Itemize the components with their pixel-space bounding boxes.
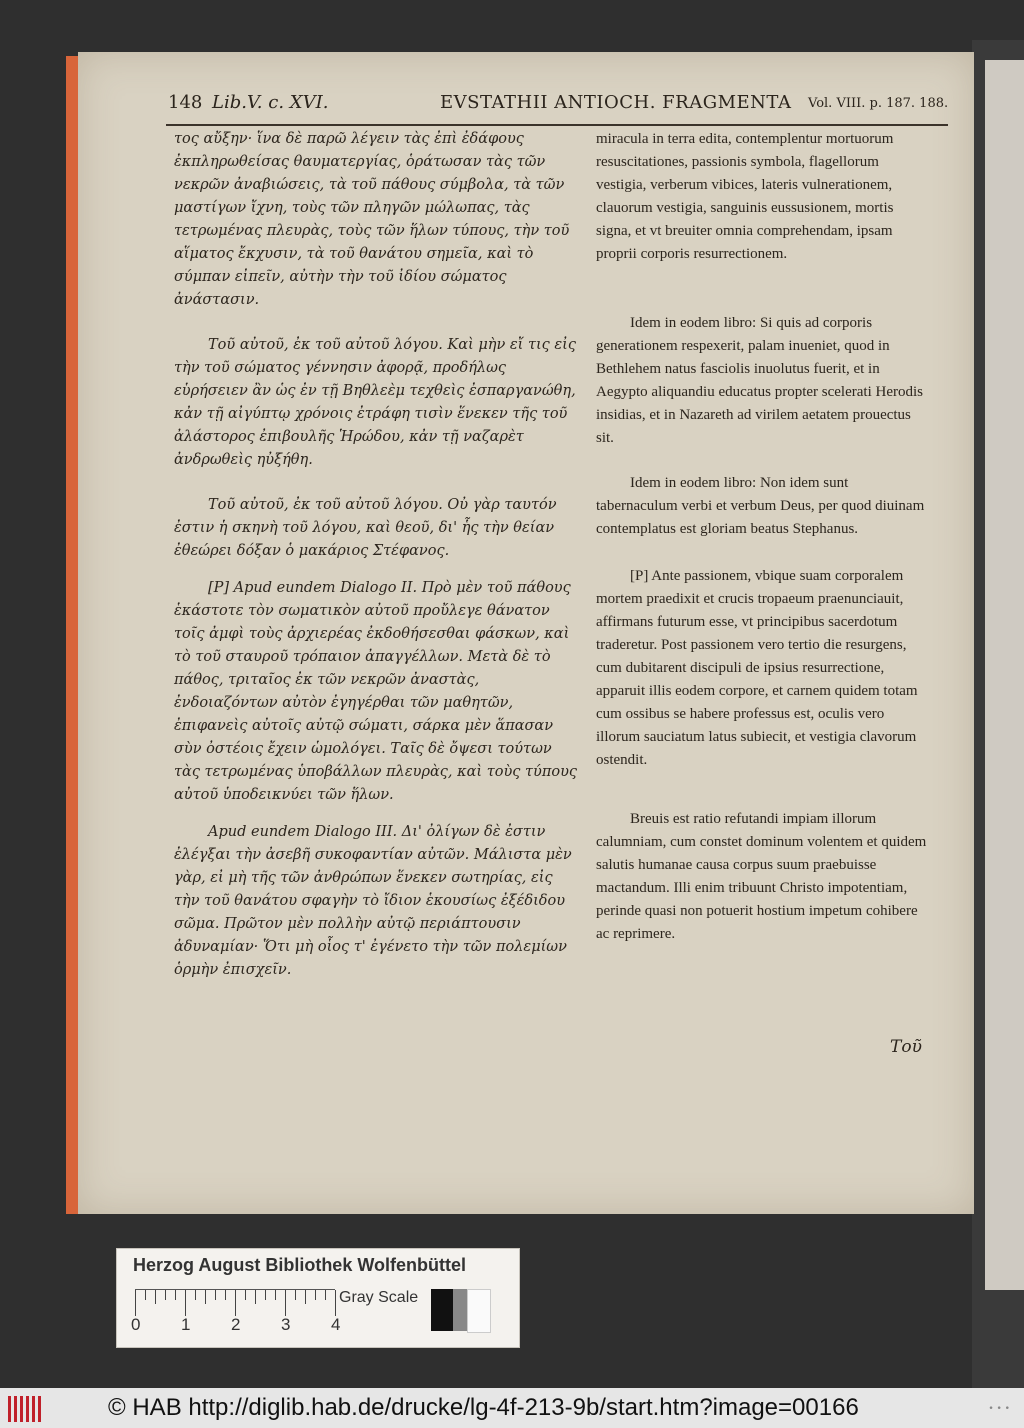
footer-bar (0, 1388, 1024, 1428)
facing-page-edge (985, 60, 1024, 1290)
header-rule (166, 124, 948, 126)
ruler-number-4: 4 (331, 1315, 341, 1334)
gray-scale-label: Gray Scale (339, 1289, 419, 1306)
running-title: EVSTATHII ANTIOCH. FRAGMENTA (440, 92, 792, 113)
hab-logo-icon (8, 1396, 44, 1422)
white-swatch (467, 1289, 491, 1333)
running-header (168, 92, 948, 122)
page-number: 148 (168, 92, 203, 113)
ruler-number-1: 1 (181, 1315, 191, 1334)
footer-dots-icon: • • • (988, 1404, 1010, 1414)
catchword: Τοῦ (890, 1037, 922, 1057)
latin-column (596, 128, 932, 946)
greek-column (174, 128, 578, 982)
latin-paragraph-2: Idem in eodem libro: Si quis ad corporis generationem respexerit, palam inueniet, quod in Bethlehem natus fasciolis inuolutus fuerit, et in Aegypto aliquandiu educatus propter scelerati Herodis insidias, et in Nazareth ad virilem aetatem prouectus sit. (596, 315, 923, 446)
book-reference: Lib.V. c. XVI. (212, 92, 329, 113)
latin-paragraph-4: [P] Ante passionem, vbique suam corporalem mortem praedixit et crucis tropaeum praenunciauit, affirmans futurum esse, vt principibus sacerdotum traderetur. Post passionem vero tertio die resurgens, cum dubitarent discipuli de ipsius resurrectione, apparuit illis eodem corpore, et carnem quidem totam cum ossibus se habere professus est, oculis vero illorum sauciatum latus subiecit, et vestigia clavorum ostendit. (596, 568, 918, 768)
institution-name: Herzog August Bibliothek Wolfenbüttel (133, 1255, 466, 1275)
latin-paragraph-5: Breuis est ratio refutandi impiam illorum calumniam, cum constet dominum volentem et quidem salutis humanae causa corpus suum praebuisse mactandum. Illi enim tribuunt Christo impotentiam, perinde quasi non potuerit hostium impetum cohibere ac reprimere. (596, 811, 927, 942)
footer-url-text: © HAB http://diglib.hab.de/drucke/lg-4f-213-9b/start.htm?image=00166 (108, 1394, 859, 1421)
volume-reference: Vol. VIII. p. 187. 188. (808, 96, 949, 111)
color-calibration-card (116, 1248, 520, 1348)
greek-paragraph-3: Τοῦ αὐτοῦ, ἐκ τοῦ αὐτοῦ λόγου. Οὐ γὰρ ταυτόν ἐστιν ἡ σκηνὴ τοῦ λόγου, καὶ θεοῦ, δι' ἧς τὴν θείαν ἐθεώρει δόξαν ὁ μακάριος Στέφανος. (174, 497, 557, 559)
latin-paragraph-1: miracula in terra edita, contemplentur mortuorum resuscitationes, passionis symbola, flagellorum vestigia, verberum vibices, lateris vulnerationem, clauorum vestigia, sanguinis eussusionem, mortis signa, et vt breuiter omnia comprehendam, ipsam proprii corporis resurrectionem. (596, 131, 894, 262)
ruler-number-2: 2 (231, 1315, 241, 1334)
black-swatch (431, 1289, 453, 1331)
greek-paragraph-5: Apud eundem Dialogo III. Δι' ὀλίγων δὲ ἐστιν ἐλέγξαι τὴν ἀσεβῆ συκοφαντίαν αὐτῶν. Μάλιστα μὲν γὰρ, εἰ μὴ τῆς τῶν ἀνθρώπων ἕνεκεν σωτηρίας, εἰς τὴν τοῦ θανάτου σφαγὴν τὸ ἴδιον ἑκουσίως ἐξέδιδου σῶμα. Πρῶτον μὲν πολλὴν αὐτῷ περιάπτουσιν ἀδυναμίαν· Ὅτι μὴ οἷος τ' ἐγένετο τὴν τῶν πολεμίων ὁρμὴν ἐπισχεῖν. (174, 824, 572, 978)
gray-swatch (453, 1289, 467, 1331)
greek-paragraph-4: [P] Apud eundem Dialogo II. Πρὸ μὲν τοῦ πάθους ἑκάστοτε τὸν σωματικὸν αὐτοῦ προὔλεγε θάνατον τοῖς ἀμφὶ τοὺς ἀρχιερέας ἐκδοθήσεσθαι φάσκων, καὶ τὸ τοῦ σταυροῦ τρόπαιον ἀπαγγέλλων. Μετὰ δὲ τὸ πάθος, τριταῖος ἐκ τῶν νεκρῶν ἀναστὰς, ἐνδοιαζόντων αὐτὸν ἐγηγέρθαι τῶν μαθητῶν, ἐπιφανεὶς αὐτοῖς αὐτῷ σώματι, σάρκα μὲν ἅπασαν σὺν ὀστέοις ἔχειν ὡμολόγει. Ταῖς δὲ ὄψεσι τούτων τὰς τετρωμένας ὑποβάλλων πλευρὰς, καὶ τοὺς τύπους αὐτοῦ ὑποδεικνύει τῶν ἥλων. (174, 580, 578, 803)
latin-paragraph-3: Idem in eodem libro: Non idem sunt tabernaculum verbi et verbum Deus, per quod diuinam contemplatus est gloriam beatus Stephanus. (596, 475, 925, 537)
ruler-number-3: 3 (281, 1315, 291, 1334)
ruler-number-0: 0 (131, 1315, 141, 1334)
greek-paragraph-2: Τοῦ αὐτοῦ, ἐκ τοῦ αὐτοῦ λόγου. Καὶ μὴν εἴ τις εἰς τὴν τοῦ σώματος γέννησιν ἀφορᾷ, προδήλως εὑρήσειεν ἂν ὡς ἐν τῇ Βηθλεὲμ τεχθεὶς ἐσπαργανώθη, κἀν τῇ αἰγύπτῳ χρόνοις ἐτράφη τισὶν ἕνεκεν τῆς τοῦ ἀλάστορος ἐπιβουλῆς Ἡρώδου, κἀν τῇ ναζαρὲτ ἀνδρωθεὶς ηὐξήθη. (174, 337, 576, 468)
greek-paragraph-1: τος αὔξην· ἵνα δὲ παρῶ λέγειν τὰς ἐπὶ ἐδάφους ἐκπληρωθείσας θαυματεργίας, ὁράτωσαν τὰς τῶν νεκρῶν ἀναβιώσεις, τὰ τοῦ πάθους σύμβολα, τὰ τῶν μαστίγων ἴχνη, τοὺς τῶν πληγῶν μώλωπας, τὰς τετρωμένας πλευρὰς, τοὺς τῶν ἥλων τύπους, τὴν τοῦ αἵματος ἔκχυσιν, τὰ τοῦ θανάτου σημεῖα, καὶ τὸ σύμπαν εἰπεῖν, αὐτὴν τὴν τοῦ ἰδίου σώματος ἀνάστασιν. (174, 131, 570, 308)
